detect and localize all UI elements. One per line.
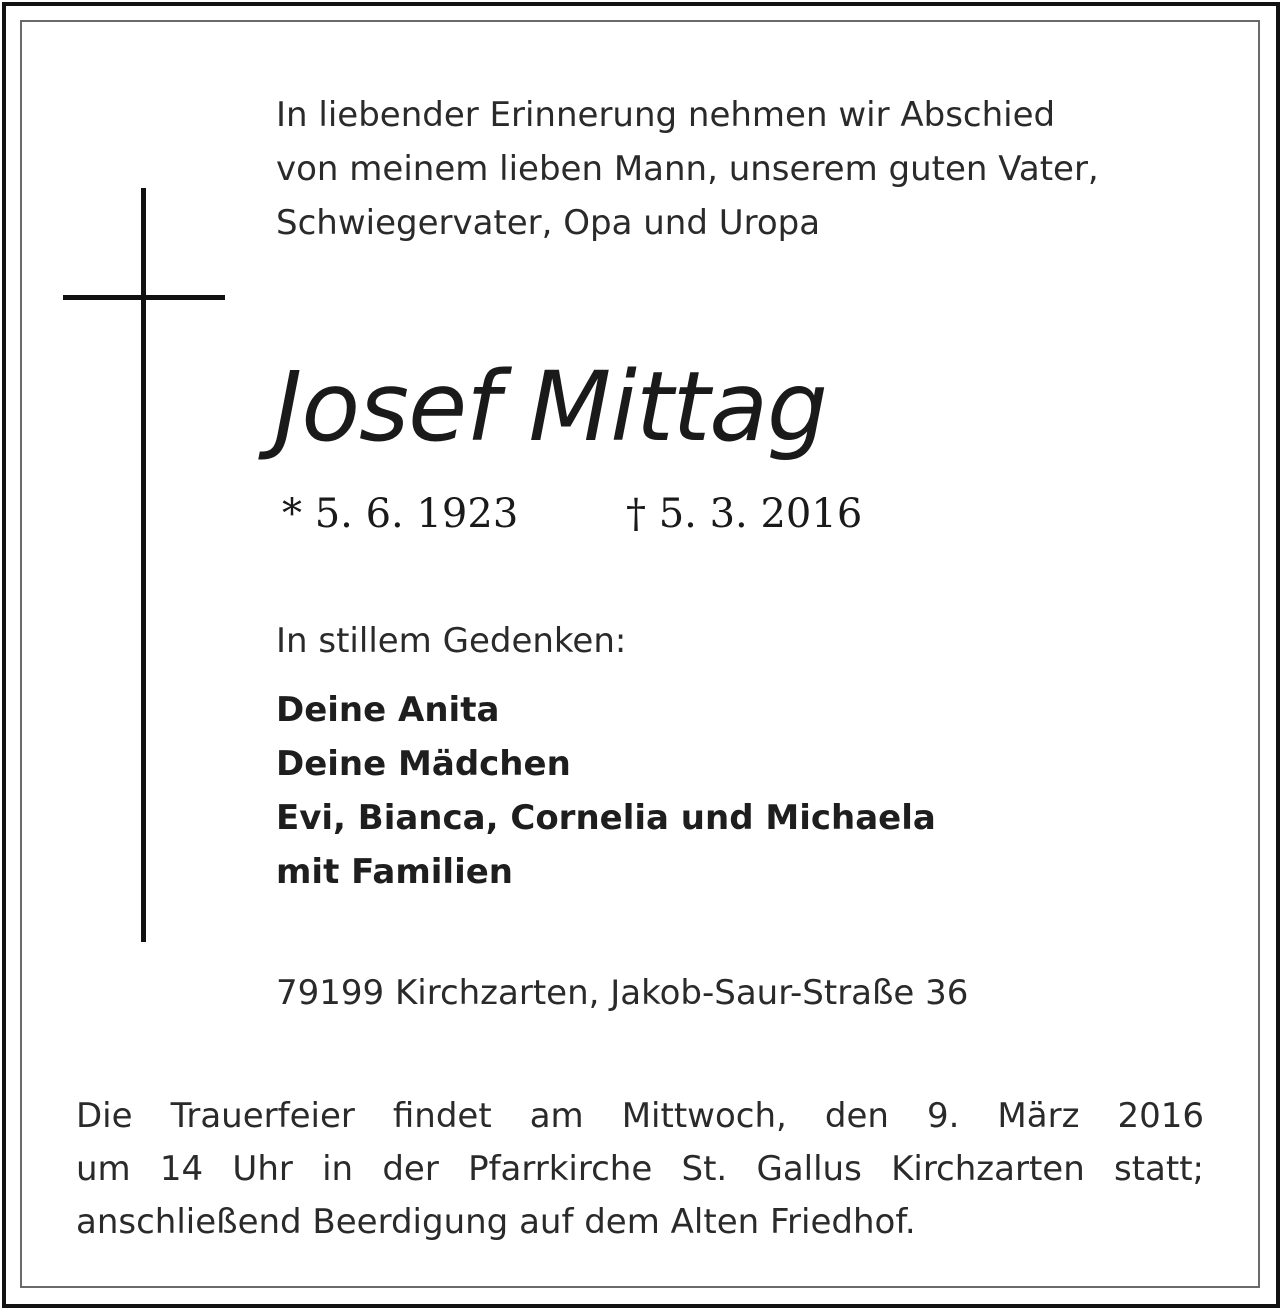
deceased-name: Josef Mittag	[274, 351, 827, 463]
intro-line: Schwiegervater, Opa und Uropa	[276, 203, 821, 243]
cross-vertical-bar	[141, 188, 146, 942]
intro-line: von meinem lieben Mann, unserem guten Vater,	[276, 149, 1099, 189]
service-line: Die Trauerfeier findet am Mittwoch, den 9. März 2016	[76, 1096, 1204, 1136]
mourning-heading: In stillem Gedenken:	[276, 621, 627, 661]
mourner-line: Evi, Bianca, Cornelia und Michaela	[276, 798, 936, 838]
service-line: um 14 Uhr in der Pfarrkirche St. Gallus Kirchzarten statt;	[76, 1149, 1204, 1189]
mourner-line: Deine Mädchen	[276, 744, 571, 784]
address: 79199 Kirchzarten, Jakob-Saur-Straße 36	[276, 973, 969, 1013]
mourners-list	[276, 683, 936, 899]
mourner-line: mit Familien	[276, 852, 514, 892]
service-notice	[76, 1090, 1204, 1249]
cross-horizontal-bar	[63, 295, 225, 300]
death-date: † 5. 3. 2016	[626, 491, 863, 537]
intro-text	[276, 88, 1216, 250]
service-line: anschließend Beerdigung auf dem Alten Friedhof.	[76, 1202, 916, 1242]
intro-line: In liebender Erinnerung nehmen wir Abschied	[276, 95, 1056, 135]
mourner-line: Deine Anita	[276, 690, 500, 730]
birth-date: * 5. 6. 1923	[282, 491, 519, 537]
